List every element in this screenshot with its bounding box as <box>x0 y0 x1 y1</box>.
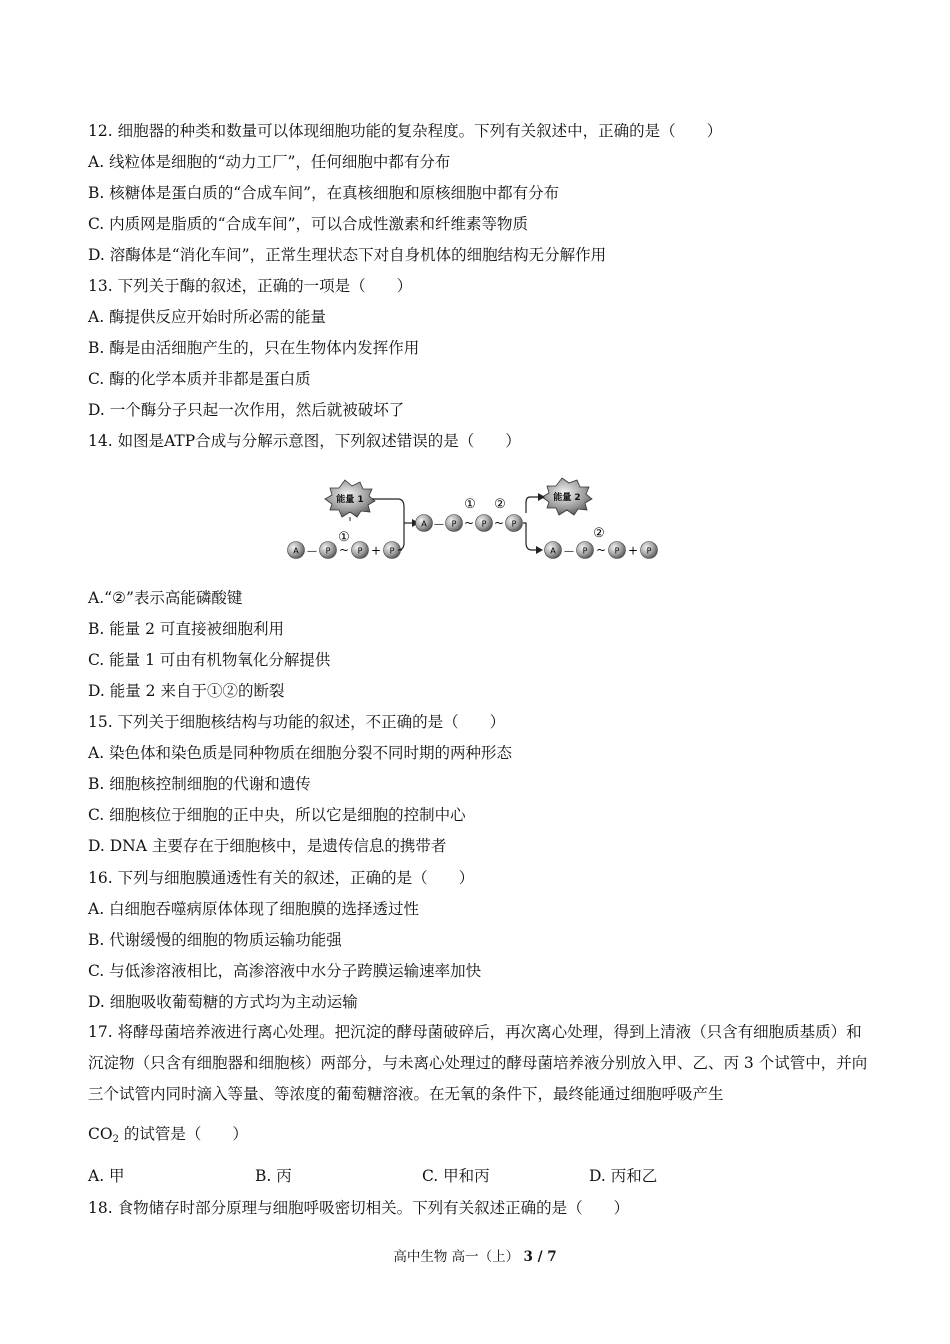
mark-1-left: ① <box>338 530 350 545</box>
question-14-stem: 14. 如图是ATP合成与分解示意图，下列叙述错误的是（ ） <box>88 432 521 450</box>
atp-bond-dash: — <box>434 519 444 530</box>
mark-1-atp: ① <box>464 497 476 512</box>
adp-adenosine: A <box>293 546 299 556</box>
question-15-option-a: A. 染色体和染色质是同种物质在细胞分裂不同时期的两种形态 <box>88 744 513 762</box>
question-13-option-d: D. 一个酶分子只起一次作用，然后就被破坏了 <box>88 401 405 419</box>
question-15-option-d: D. DNA 主要存在于细胞核中，是遗传信息的携带者 <box>88 837 447 855</box>
question-13-stem: 13. 下列关于酶的叙述，正确的一项是（ ） <box>88 277 413 295</box>
right-phosphate-1: P <box>582 546 588 556</box>
adp-phosphate-2: P <box>357 546 363 556</box>
bond-tilde-1: ~ <box>338 543 350 557</box>
atp-bond-tilde-1: ~ <box>463 516 475 530</box>
right-phosphate-2: P <box>614 546 620 556</box>
question-12-option-b: B. 核糖体是蛋白质的“合成车间”，在真核细胞和原核细胞中都有分布 <box>88 184 560 202</box>
question-17-option-a: A. 甲 <box>88 1167 125 1185</box>
question-13-option-b: B. 酶是由活细胞产生的，只在生物体内发挥作用 <box>88 339 420 357</box>
question-16-option-c: C. 与低渗溶液相比，高渗溶液中水分子跨膜运输速率加快 <box>88 962 482 980</box>
question-15-stem: 15. 下列关于细胞核结构与功能的叙述，不正确的是（ ） <box>88 713 506 731</box>
bond-dash: — <box>307 546 317 557</box>
question-16-option-d: D. 细胞吸收葡萄糖的方式均为主动运输 <box>88 993 358 1011</box>
question-16-option-b: B. 代谢缓慢的细胞的物质运输功能强 <box>88 931 342 949</box>
question-15-option-c: C. 细胞核位于细胞的正中央，所以它是细胞的控制中心 <box>88 806 466 824</box>
question-12-option-a: A. 线粒体是细胞的“动力工厂”，任何细胞中都有分布 <box>88 153 451 171</box>
right-plus-sign: + <box>627 543 639 558</box>
question-12-option-d: D. 溶酶体是“消化车间”，正常生理状态下对自身机体的细胞结构无分解作用 <box>88 246 607 264</box>
question-14-option-d: D. 能量 2 来自于①②的断裂 <box>88 682 285 700</box>
plus-sign: + <box>370 543 382 558</box>
right-bond-tilde: ~ <box>595 543 607 557</box>
right-bond-dash: — <box>564 546 574 557</box>
adp-phosphate-1: P <box>325 546 331 556</box>
atp-phosphate-1: P <box>451 519 457 529</box>
energy-1-burst <box>325 480 375 517</box>
question-14-option-b: B. 能量 2 可直接被细胞利用 <box>88 620 284 638</box>
question-14-option-a: A.“②”表示高能磷酸键 <box>88 589 243 607</box>
question-17-option-c: C. 甲和丙 <box>422 1167 490 1185</box>
question-15-option-b: B. 细胞核控制细胞的代谢和遗传 <box>88 775 311 793</box>
footer-page-number: 3 / 7 <box>523 1249 557 1265</box>
question-12-stem: 12. 细胞器的种类和数量可以体现细胞功能的复杂程度。下列有关叙述中，正确的是（ ） <box>88 122 723 140</box>
mark-2-atp: ② <box>494 497 506 512</box>
adp-pi-group <box>288 530 401 559</box>
atp-adenosine: A <box>421 519 427 529</box>
question-16-stem: 16. 下列与细胞膜通透性有关的叙述，正确的是（ ） <box>88 869 475 887</box>
energy-1-label: 能量 1 <box>336 495 364 505</box>
co2-formula: $CO_2$ <box>88 1125 119 1145</box>
footer-subject: 高中生物 高一（上） <box>393 1249 520 1265</box>
question-17-option-d: D. 丙和乙 <box>589 1167 658 1185</box>
atp-phosphate-3: P <box>511 519 517 529</box>
energy-2-label: 能量 2 <box>553 493 581 503</box>
question-17-stem: 17. 将酵母菌培养液进行离心处理。把沉淀的酵母菌破碎后，再次离心处理，得到上清液（只含有细胞质基质）和沉淀物（只含有细胞器和细胞核）两部分，与未离心处理过的酵母菌培养液分别放入甲、乙、丙 3 个试管中，并向三个试管内同时滴入等量、等浓度的葡萄糖溶液。在无氧的条件下，最终能通过细胞呼吸产生 <box>88 1023 868 1103</box>
question-16-option-a: A. 白细胞吞噬病原体体现了细胞膜的选择透过性 <box>88 900 420 918</box>
mark-2-right: ② <box>593 526 605 541</box>
question-17-stem-end <box>88 1124 248 1150</box>
energy-2-arrowhead <box>538 493 545 501</box>
question-17-stem-tail: 的试管是（ ） <box>118 1125 248 1143</box>
page-footer <box>0 1248 950 1266</box>
question-12-option-c: C. 内质网是脂质的“合成车间”，可以合成性激素和纤维素等物质 <box>88 215 529 233</box>
free-phosphate: P <box>389 546 395 556</box>
right-adenosine: A <box>550 546 556 556</box>
question-18-stem: 18. 食物储存时部分原理与细胞呼吸密切相关。下列有关叙述正确的是（ ） <box>88 1199 630 1217</box>
question-17-option-b: B. 丙 <box>255 1167 292 1185</box>
question-14-option-c: C. 能量 1 可由有机物氧化分解提供 <box>88 651 331 669</box>
energy-2-burst <box>542 478 592 515</box>
adp-pi-right-group <box>545 526 658 559</box>
question-13-option-c: C. 酶的化学本质并非都是蛋白质 <box>88 370 311 388</box>
right-free-phosphate: P <box>646 546 652 556</box>
hydrolysis-bracket <box>523 523 538 550</box>
atp-phosphate-2: P <box>481 519 487 529</box>
atp-bond-tilde-2: ~ <box>493 516 505 530</box>
question-13-option-a: A. 酶提供反应开始时所必需的能量 <box>88 308 327 326</box>
atp-group <box>416 497 523 532</box>
atp-cycle-diagram <box>280 477 670 569</box>
hydrolysis-arrowhead <box>536 546 543 554</box>
